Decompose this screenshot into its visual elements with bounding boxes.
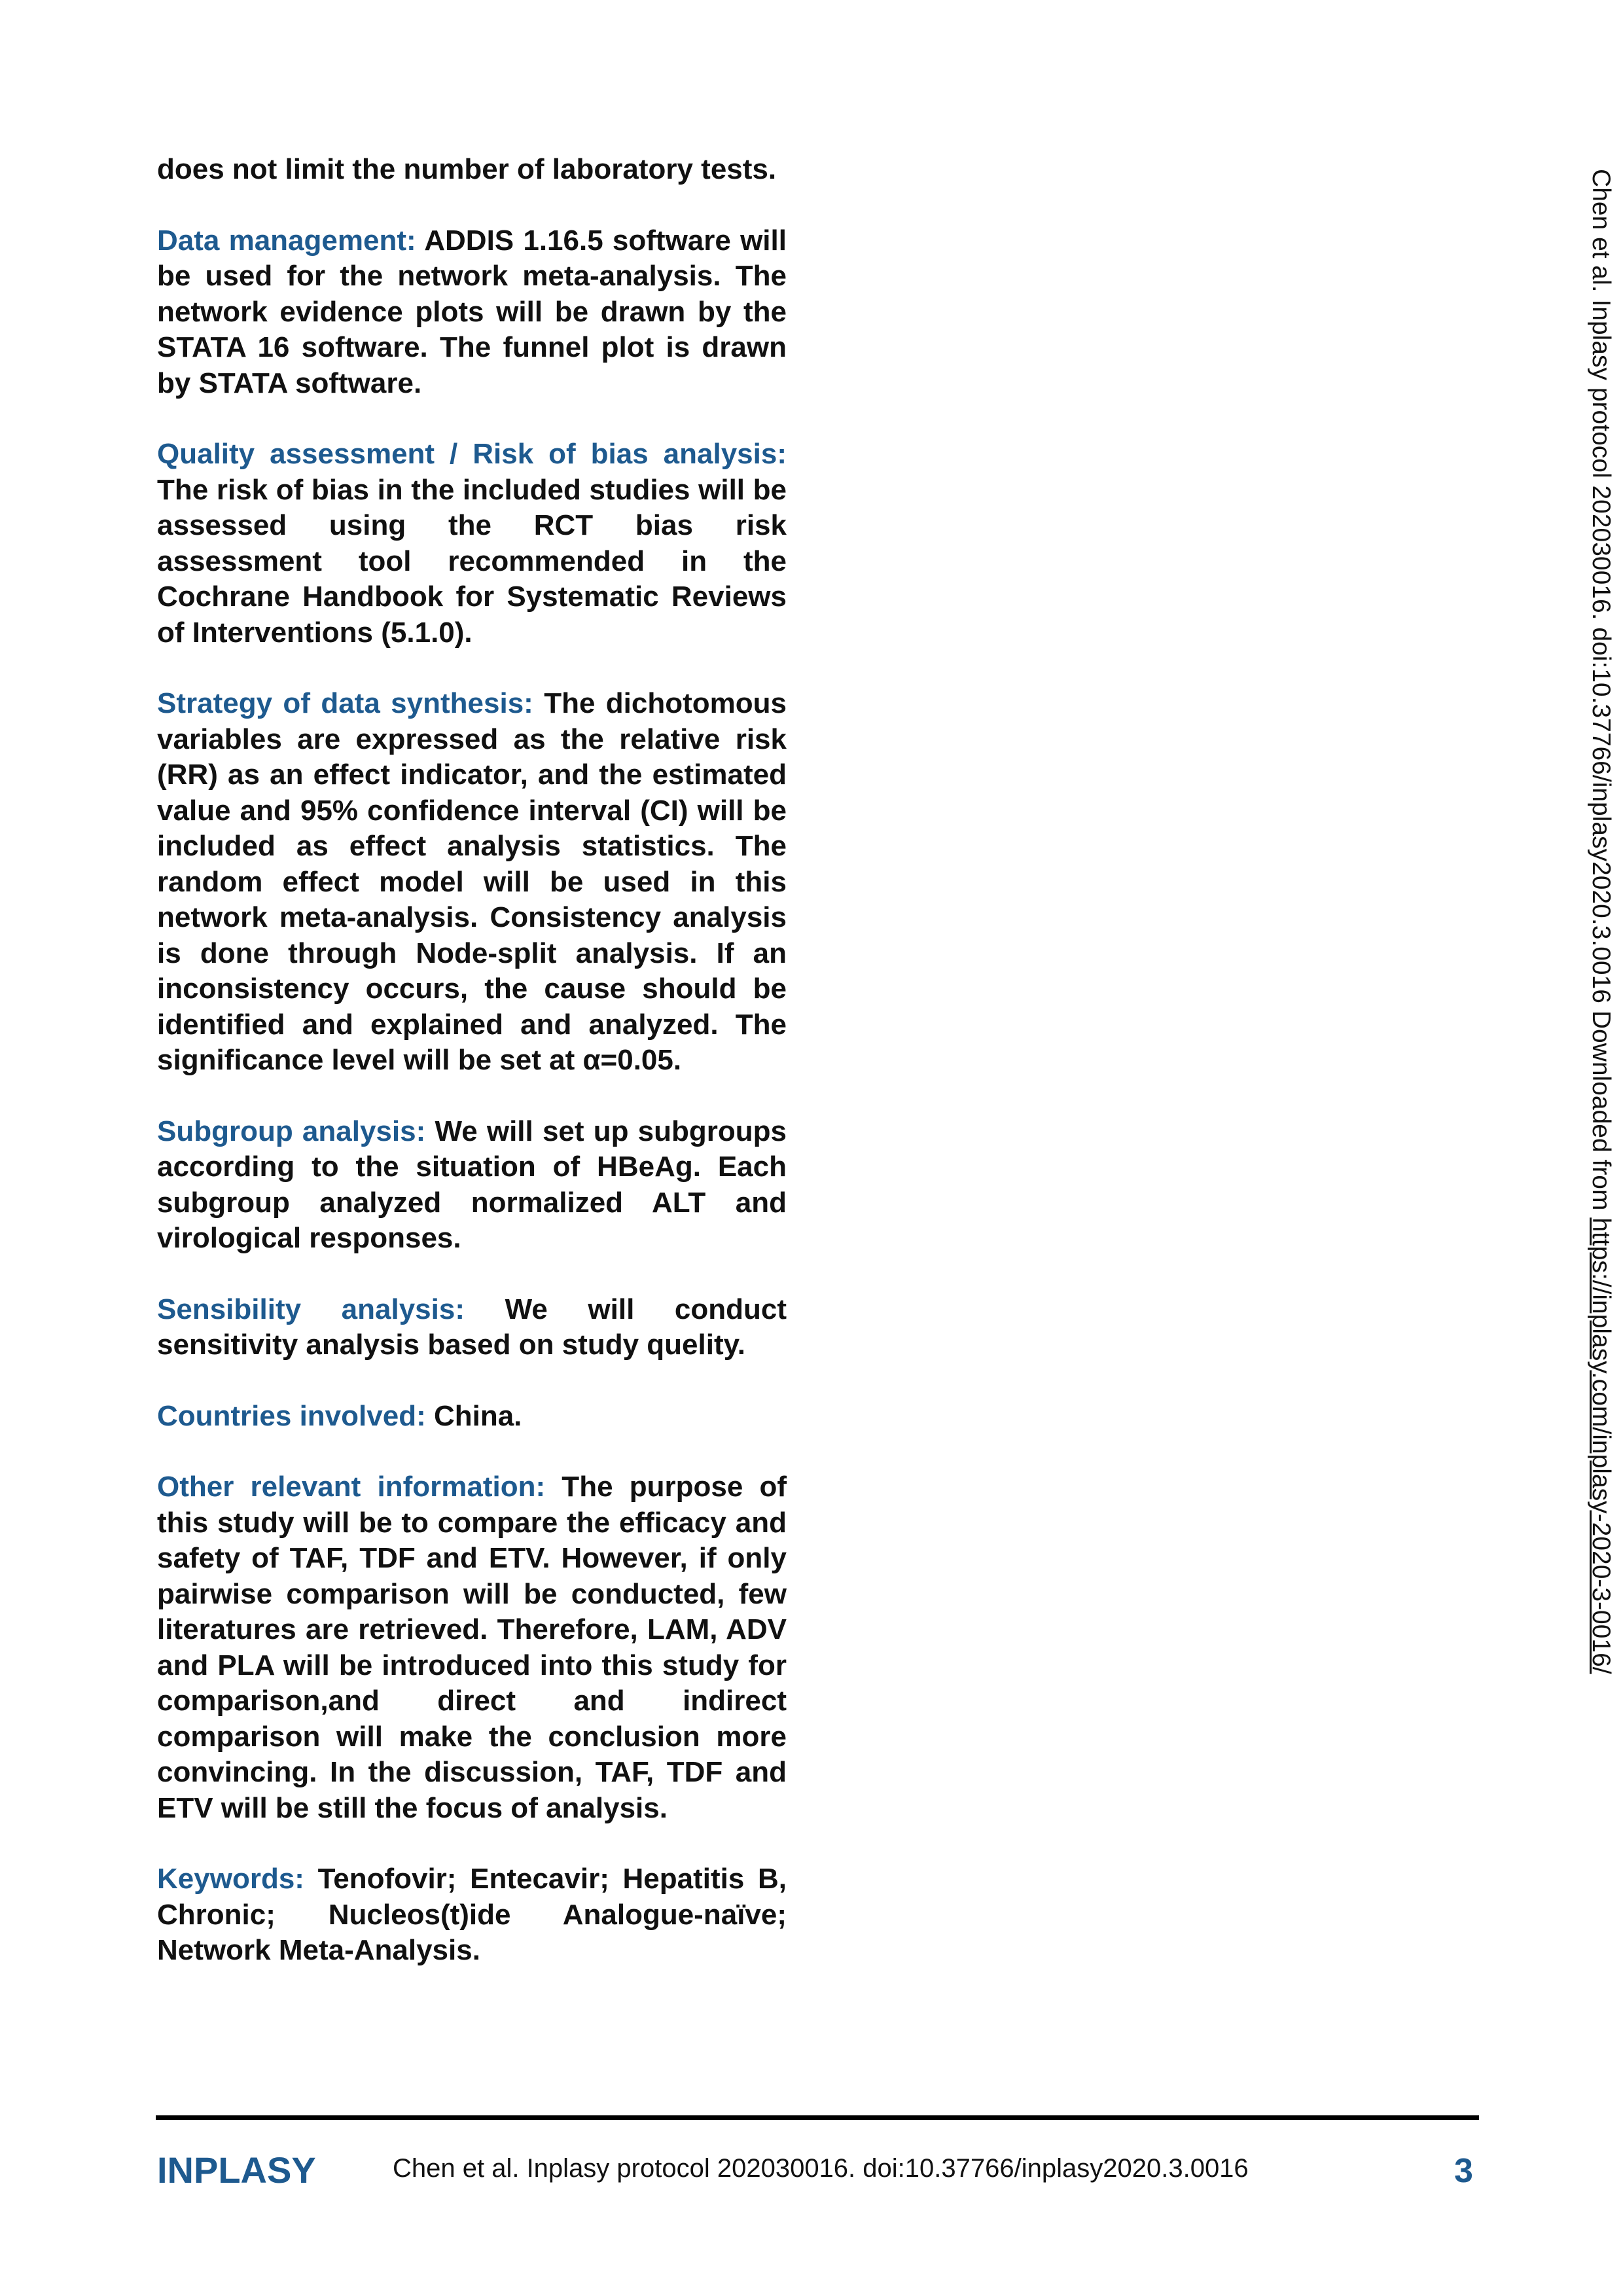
section-heading: Countries involved:: [157, 1399, 426, 1432]
paragraph-body: The risk of bias in the included studies will be assessed using the RCT bias risk assessment tool recommended in the Cochrane Handbook for Systematic Reviews of Interventions (5.1.0).: [157, 473, 787, 649]
section-heading: Subgroup analysis:: [157, 1115, 426, 1147]
footer-brand: INPLASY: [157, 2149, 316, 2191]
paragraph-body: We will conduct sensitivity analysis based on study quelity.: [157, 1293, 787, 1361]
section-heading: Other relevant information:: [157, 1471, 546, 1503]
paragraph-body: ADDIS 1.16.5 software will be used for the network meta-analysis. The network evidence plots will be drawn by the STATA 16 software. The funnel plot is drawn by STATA software.: [157, 224, 787, 399]
download-url-link[interactable]: https://inplasy.com/inplasy-2020-3-0016/: [1587, 1217, 1615, 1674]
paragraph-quality-assessment: [157, 437, 787, 651]
paragraph-body: does not limit the number of laboratory tests.: [157, 153, 777, 185]
footer-citation: Chen et al. Inplasy protocol 202030016. doi:10.37766/inplasy2020.3.0016: [393, 2154, 1249, 2183]
paragraph-data-synthesis: [157, 686, 787, 1079]
paragraph-body: We will set up subgroups according to the situation of HBeAg. Each subgroup analyzed normalized ALT and virological responses.: [157, 1115, 787, 1254]
paragraph-body: Tenofovir; Entecavir; Hepatitis B, Chronic; Nucleos(t)ide Analogue-naïve; Network Meta-Analysis.: [157, 1863, 787, 1966]
paragraph-data-management: [157, 223, 787, 402]
paragraph-other-information: [157, 1469, 787, 1826]
section-heading: Strategy of data synthesis:: [157, 687, 533, 719]
section-heading: Quality assessment / Risk of bias analysis:: [157, 438, 787, 470]
paragraph-continuation: [157, 152, 787, 188]
paragraph-keywords: [157, 1861, 787, 1969]
paragraph-body: China.: [425, 1399, 522, 1432]
section-heading: Sensibility analysis:: [157, 1293, 465, 1325]
section-heading: Data management:: [157, 224, 416, 257]
main-text-column: [157, 152, 787, 2004]
footer-divider: [156, 2115, 1479, 2120]
download-note-text: Chen et al. Inplasy protocol 202030016. doi:10.37766/inplasy2020.3.0016 Downloaded from: [1587, 169, 1615, 1218]
page-number: 3: [1454, 2152, 1473, 2190]
paragraph-subgroup-analysis: [157, 1114, 787, 1257]
paragraph-sensibility-analysis: [157, 1292, 787, 1363]
paragraph-body: The dichotomous variables are expressed as the relative risk (RR) as an effect indicator, and the estimated value and 95% confidence interval (CI) will be included as effect analysis statistics. The random effect model will be used in this network meta-analysis. Consistency analysis is done through Node-split analysis. If an inconsistency occurs, the cause should be identified and explained and analyzed. The significance level will be set at α=0.05.: [157, 687, 787, 1076]
paragraph-body: The purpose of this study will be to compare the efficacy and safety of TAF, TDF and ETV. However, if only pairwise comparison will be conducted, few literatures are retrieved. Therefore, LAM, ADV and PLA will be introduced into this study for comparison,and direct and indirect comparison will make the conclusion more convincing. In the discussion, TAF, TDF and ETV will be still the focus of analysis.: [157, 1471, 787, 1824]
vertical-download-note: [1586, 169, 1615, 1674]
paragraph-countries: [157, 1399, 787, 1435]
section-heading: Keywords:: [157, 1863, 304, 1895]
